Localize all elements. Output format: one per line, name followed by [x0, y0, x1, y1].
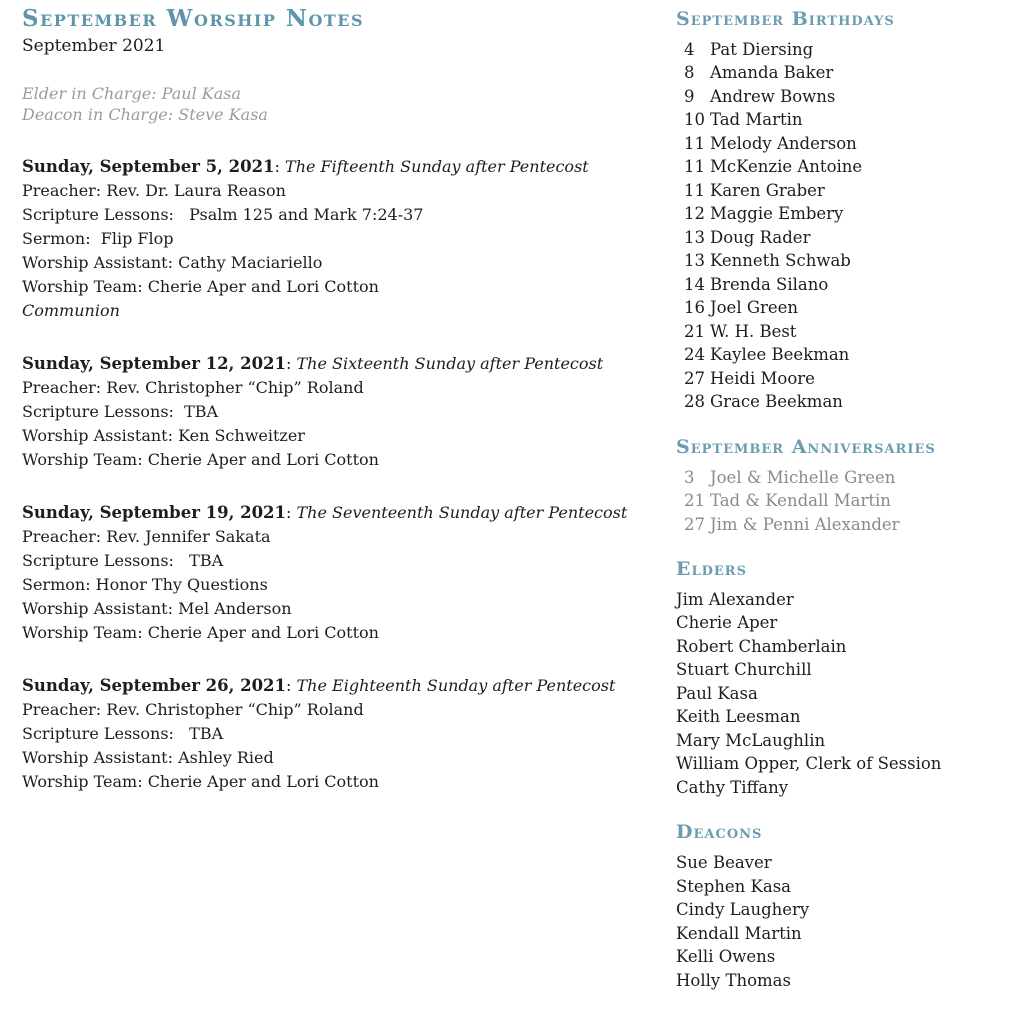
service-line-preacher: Preacher: Rev. Dr. Laura Reason — [22, 180, 286, 200]
anniversary-item — [676, 466, 1000, 490]
service-name: The Fifteenth Sunday after Pentecost — [285, 156, 589, 176]
birthday-name: Karen Graber — [710, 180, 825, 200]
elder-name: Robert Chamberlain — [676, 636, 847, 656]
birthday-name: Joel Green — [710, 298, 799, 318]
service-line-scripture: Scripture Lessons: Psalm 125 and Mark 7:24-37 — [22, 204, 424, 224]
birthday-day: 4 — [684, 39, 695, 59]
elder-name: Jim Alexander — [676, 589, 794, 609]
anniversary-name: Joel & Michelle Green — [710, 467, 896, 487]
birthday-item — [676, 132, 1000, 156]
service-line-sermon: Sermon: Flip Flop — [22, 228, 174, 248]
service-line-assistant: Worship Assistant: Mel Anderson — [22, 598, 292, 618]
birthday-name: Grace Beekman — [710, 392, 843, 412]
service-line-preacher: Preacher: Rev. Jennifer Sakata — [22, 526, 271, 546]
service-note-communion: Communion — [22, 300, 120, 320]
service-block-sep-26 — [22, 674, 658, 794]
service-line-assistant: Worship Assistant: Cathy Maciariello — [22, 252, 323, 272]
birthday-item — [676, 155, 1000, 179]
birthday-day: 9 — [684, 86, 695, 106]
service-block-sep-19 — [22, 501, 658, 645]
issue-date: September 2021 — [22, 36, 166, 57]
birthday-day: 13 — [684, 251, 705, 271]
deacons-list — [676, 851, 1000, 992]
service-line-preacher: Preacher: Rev. Christopher “Chip” Roland — [22, 699, 364, 719]
birthday-day: 24 — [684, 345, 705, 365]
birthday-item — [676, 320, 1000, 344]
anniversaries-list — [676, 466, 1000, 537]
service-line-scripture: Scripture Lessons: TBA — [22, 550, 224, 570]
birthday-name: Andrew Bowns — [710, 86, 836, 106]
service-line-preacher: Preacher: Rev. Christopher “Chip” Roland — [22, 377, 364, 397]
service-line-assistant: Worship Assistant: Ashley Ried — [22, 747, 274, 767]
birthday-item — [676, 108, 1000, 132]
in-charge-block — [22, 83, 658, 126]
elder-name: Keith Leesman — [676, 707, 801, 727]
service-line-team: Worship Team: Cherie Aper and Lori Cotton — [22, 622, 379, 642]
birthday-day: 27 — [684, 368, 705, 388]
birthday-name: Kenneth Schwab — [710, 251, 851, 271]
service-separator: : — [286, 502, 297, 522]
birthday-day: 12 — [684, 204, 705, 224]
service-heading — [22, 155, 658, 179]
birthday-name: Maggie Embery — [710, 204, 844, 224]
birthday-day: 11 — [684, 180, 705, 200]
service-block-sep-5 — [22, 155, 658, 323]
birthday-item — [676, 296, 1000, 320]
service-block-sep-12 — [22, 352, 658, 472]
elder-name: Cathy Tiffany — [676, 777, 789, 797]
birthday-item — [676, 273, 1000, 297]
birthday-item — [676, 38, 1000, 62]
elder-name: Stuart Churchill — [676, 660, 812, 680]
anniversaries-heading: September Anniversaries — [676, 435, 936, 458]
service-line-sermon: Sermon: Honor Thy Questions — [22, 574, 268, 594]
elders-list — [676, 588, 1000, 800]
service-line-team: Worship Team: Cherie Aper and Lori Cotton — [22, 449, 379, 469]
birthday-day: 21 — [684, 321, 705, 341]
birthday-day: 14 — [684, 274, 705, 294]
service-date: Sunday, September 12, 2021 — [22, 353, 287, 373]
birthday-item — [676, 85, 1000, 109]
birthday-name: Brenda Silano — [710, 274, 829, 294]
service-date: Sunday, September 5, 2021 — [22, 156, 275, 176]
service-heading — [22, 501, 658, 525]
worship-notes-column — [22, 6, 658, 992]
deacon-name: Sue Beaver — [676, 853, 772, 872]
rosters-column — [658, 6, 1000, 992]
birthday-name: Heidi Moore — [710, 368, 815, 388]
birthday-day: 16 — [684, 298, 705, 318]
service-separator: : — [286, 353, 297, 373]
anniversary-day: 27 — [684, 514, 705, 534]
service-separator: : — [286, 675, 297, 695]
elder-name: Paul Kasa — [676, 683, 758, 703]
birthday-name: Doug Rader — [710, 227, 811, 247]
deacons-heading: Deacons — [676, 821, 763, 844]
birthday-name: Kaylee Beekman — [710, 345, 850, 365]
elder-name: Mary McLaughlin — [676, 730, 826, 750]
deacon-name: Cindy Laughery — [676, 900, 810, 919]
birthday-day: 28 — [684, 392, 705, 412]
elder-name: Cherie Aper — [676, 613, 778, 633]
service-name: The Sixteenth Sunday after Pentecost — [296, 353, 604, 373]
birthday-item — [676, 61, 1000, 85]
service-date: Sunday, September 19, 2021 — [22, 502, 287, 522]
elder-in-charge: Elder in Charge: Paul Kasa — [22, 83, 242, 103]
birthday-day: 8 — [684, 63, 695, 83]
birthday-item — [676, 367, 1000, 391]
elders-heading: Elders — [676, 558, 747, 580]
deacon-name: Holly Thomas — [676, 970, 791, 990]
elder-name: William Opper, Clerk of Session — [676, 754, 942, 774]
birthday-day: 11 — [684, 133, 705, 153]
service-line-team: Worship Team: Cherie Aper and Lori Cotton — [22, 276, 379, 296]
anniversary-name: Tad & Kendall Martin — [710, 491, 891, 510]
service-line-scripture: Scripture Lessons: TBA — [22, 401, 219, 421]
service-line-assistant: Worship Assistant: Ken Schweitzer — [22, 425, 305, 445]
birthday-item — [676, 390, 1000, 414]
service-date: Sunday, September 26, 2021 — [22, 675, 287, 695]
birthday-name: Melody Anderson — [710, 133, 857, 153]
service-line-scripture: Scripture Lessons: TBA — [22, 723, 224, 743]
birthday-day: 11 — [684, 157, 705, 177]
anniversary-day: 3 — [684, 467, 695, 487]
birthday-day: 13 — [684, 227, 705, 247]
birthday-item — [676, 202, 1000, 226]
deacon-name: Stephen Kasa — [676, 876, 791, 896]
birthday-item — [676, 226, 1000, 250]
birthday-name: Amanda Baker — [710, 63, 834, 83]
birthday-item — [676, 343, 1000, 367]
service-separator: : — [274, 156, 286, 176]
birthday-day: 10 — [684, 110, 705, 130]
birthday-name: McKenzie Antoine — [710, 157, 863, 177]
anniversary-day: 21 — [684, 491, 705, 510]
anniversary-name: Jim & Penni Alexander — [710, 514, 900, 534]
anniversary-item — [676, 513, 1000, 537]
anniversary-item — [676, 489, 1000, 513]
birthday-name: Tad Martin — [710, 110, 803, 130]
deacon-in-charge: Deacon in Charge: Steve Kasa — [22, 105, 268, 125]
service-heading — [22, 674, 658, 698]
birthday-item — [676, 249, 1000, 273]
deacon-name: Kelli Owens — [676, 947, 776, 966]
birthday-name: W. H. Best — [710, 321, 797, 341]
birthday-name: Pat Diersing — [710, 39, 814, 59]
service-name: The Seventeenth Sunday after Pentecost — [296, 502, 628, 522]
service-line-team: Worship Team: Cherie Aper and Lori Cotton — [22, 771, 379, 791]
birthday-item — [676, 179, 1000, 203]
page-title: September Worship Notes — [22, 5, 365, 32]
birthdays-heading: September Birthdays — [676, 8, 895, 30]
service-heading — [22, 352, 658, 376]
birthdays-list — [676, 38, 1000, 414]
service-name: The Eighteenth Sunday after Pentecost — [296, 675, 616, 695]
deacon-name: Kendall Martin — [676, 923, 802, 943]
